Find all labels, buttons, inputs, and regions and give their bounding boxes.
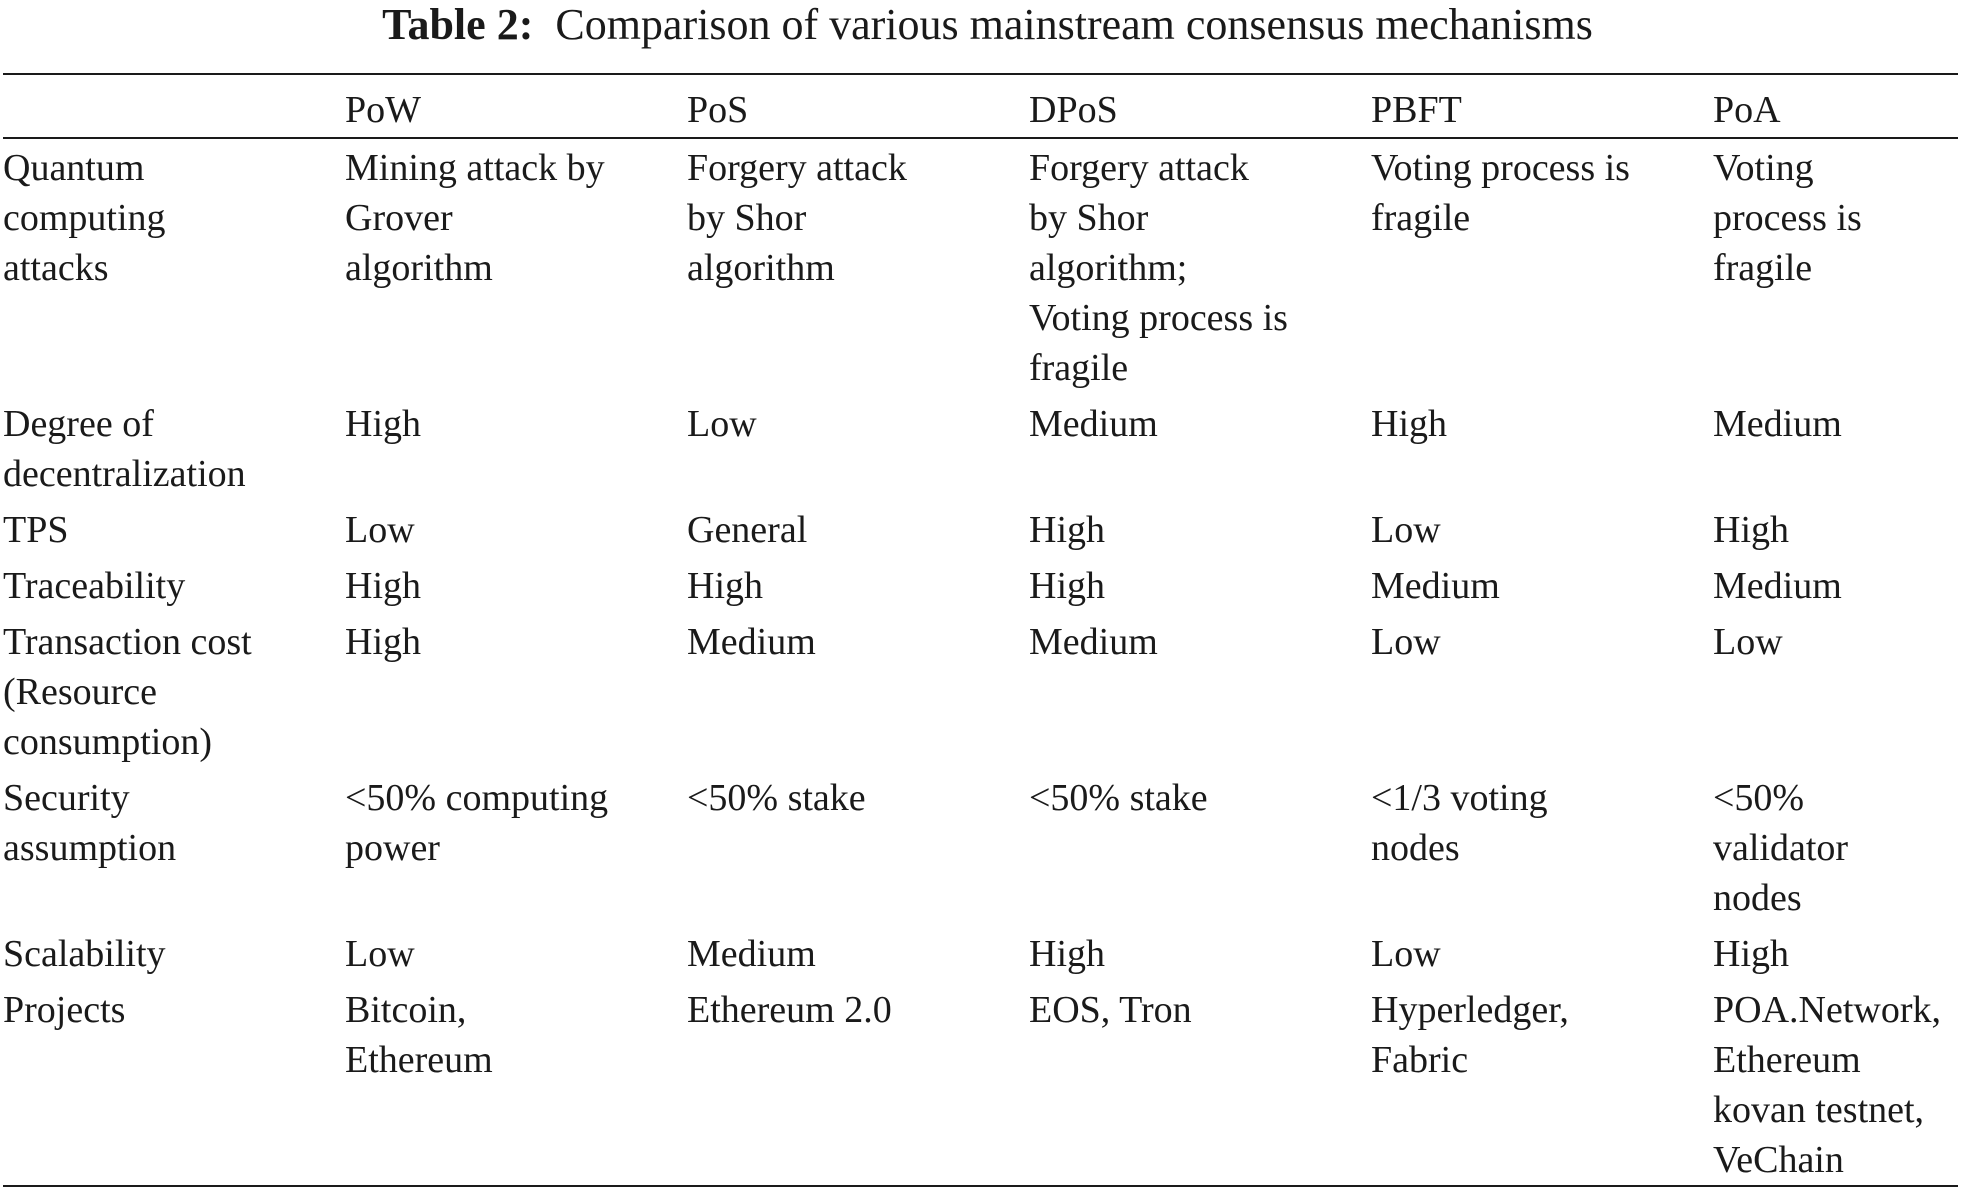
table-cell: Medium xyxy=(1371,565,1500,607)
row-label: Quantum computing attacks xyxy=(3,147,166,289)
row-label: Projects xyxy=(3,989,126,1031)
table-cell: High xyxy=(1029,509,1105,551)
table-caption xyxy=(0,0,1975,50)
table-cell: Medium xyxy=(1713,565,1842,607)
table-cell: Low xyxy=(687,403,757,445)
consensus-comparison-table xyxy=(3,73,1958,1187)
table-header-row xyxy=(3,74,1958,138)
table-cell: High xyxy=(345,565,421,607)
table-cell: <50% stake xyxy=(1029,777,1208,819)
table-cell: High xyxy=(1371,403,1447,445)
table-cell: High xyxy=(345,403,421,445)
header-cell-poa: PoA xyxy=(1713,74,1958,138)
table-cell: General xyxy=(687,509,808,551)
table-row xyxy=(3,773,1958,929)
row-label: Scalability xyxy=(3,933,166,975)
table-row xyxy=(3,505,1958,561)
table-cell: Low xyxy=(1371,621,1441,663)
row-label: Security assumption xyxy=(3,777,177,869)
table-cell: Forgery attack by Shor algorithm xyxy=(687,147,907,289)
table-cell: Low xyxy=(1713,621,1783,663)
table-cell: High xyxy=(1713,509,1789,551)
table-row xyxy=(3,617,1958,773)
table-cell: <1/3 voting nodes xyxy=(1371,777,1548,869)
table-cell: Medium xyxy=(1713,403,1842,445)
header-cell-empty xyxy=(3,74,345,138)
row-label: Traceability xyxy=(3,565,186,607)
table-cell: High xyxy=(1029,565,1105,607)
row-label: Transaction cost (Resource consumption) xyxy=(3,621,252,763)
table-row xyxy=(3,399,1958,505)
table-row xyxy=(3,561,1958,617)
table-cell: High xyxy=(1713,933,1789,975)
table-cell: Low xyxy=(1371,933,1441,975)
row-label: TPS xyxy=(3,509,69,551)
table-cell: High xyxy=(345,621,421,663)
table-cell: Bitcoin, Ethereum xyxy=(345,989,493,1081)
table-cell: EOS, Tron xyxy=(1029,989,1192,1031)
table-cell: High xyxy=(1029,933,1105,975)
table-cell: <50% computing power xyxy=(345,777,609,869)
table-container xyxy=(3,73,1958,1187)
table-row xyxy=(3,985,1958,1186)
table-row xyxy=(3,138,1958,399)
table-caption-label: Table 2: xyxy=(382,0,534,49)
table-cell: <50% stake xyxy=(687,777,866,819)
table-cell: Low xyxy=(1371,509,1441,551)
table-cell: Low xyxy=(345,509,415,551)
table-cell: Ethereum 2.0 xyxy=(687,989,892,1031)
table-cell: Hyperledger, Fabric xyxy=(1371,989,1569,1081)
table-cell: Medium xyxy=(687,621,816,663)
table-cell: Medium xyxy=(1029,403,1158,445)
table-caption-text: Comparison of various mainstream consensus mechanisms xyxy=(555,0,1593,49)
header-cell-pbft: PBFT xyxy=(1371,74,1713,138)
table-cell: <50% validator nodes xyxy=(1713,777,1849,919)
table-cell: Forgery attack by Shor algorithm; Voting process is fragile xyxy=(1029,147,1288,389)
table-cell: Mining attack by Grover algorithm xyxy=(345,147,605,289)
table-cell: Medium xyxy=(1029,621,1158,663)
table-cell: Low xyxy=(345,933,415,975)
header-cell-dpos: DPoS xyxy=(1029,74,1371,138)
header-cell-pos: PoS xyxy=(687,74,1029,138)
table-cell: Voting process is fragile xyxy=(1713,147,1862,289)
table-cell: High xyxy=(687,565,763,607)
table-cell: Medium xyxy=(687,933,816,975)
table-cell: Voting process is fragile xyxy=(1371,147,1630,239)
header-cell-pow: PoW xyxy=(345,74,687,138)
table-cell: POA.Network, Ethereum kovan testnet, VeChain xyxy=(1713,989,1941,1181)
row-label: Degree of decentralization xyxy=(3,403,246,495)
table-row xyxy=(3,929,1958,985)
